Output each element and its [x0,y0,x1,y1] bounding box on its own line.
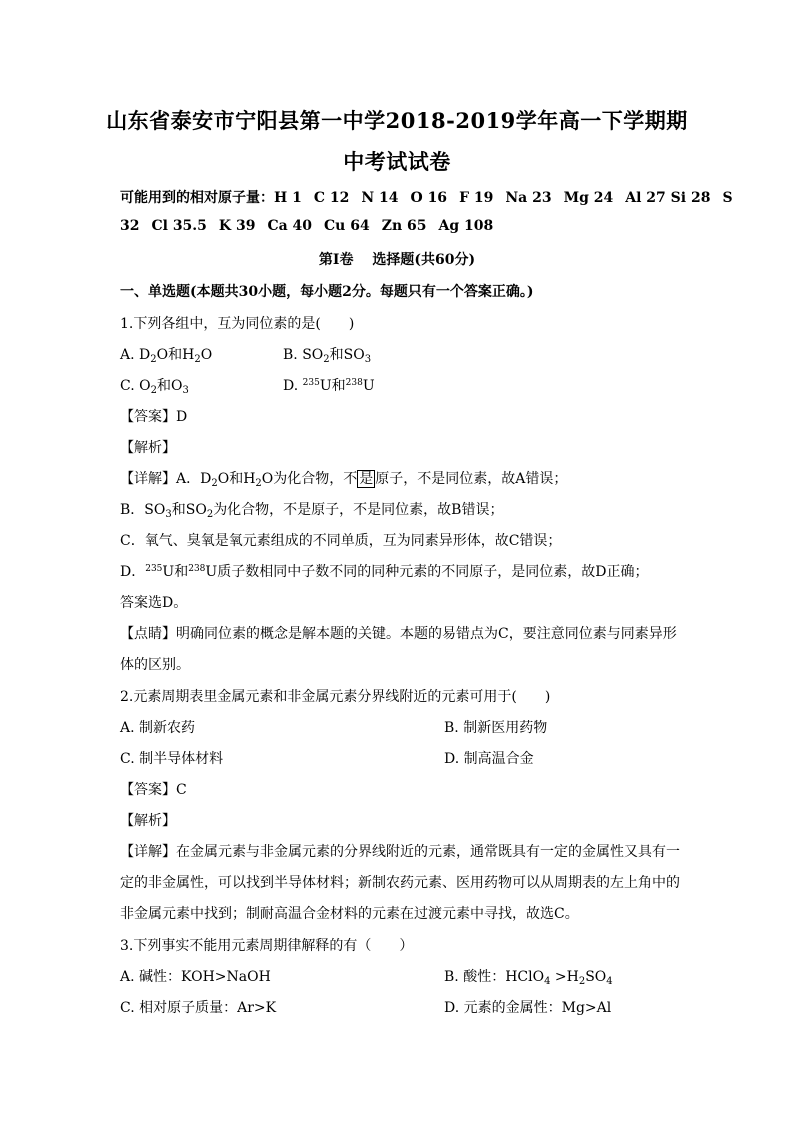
section-title: 第Ⅰ卷 选择题(共60分) [318,252,476,268]
mass-item: Zn 65 [381,218,427,234]
question-1-tip-line-2: 体的区别。 [120,657,190,673]
mass-item: C 12 [313,190,350,206]
question-2-option-d: D. 制高温合金 [444,751,534,767]
question-1-detail-d: D．$^{235}$U和$^{238}$U质子数相同中子数不同的同种元素的不同原子，是同位素，故D正确； [120,564,649,580]
option-c: C. $O_2$和$O_3$ [120,378,189,396]
question-1-stem: 1.下列各组中，互为同位素的是( ) [120,316,355,332]
mass-item: S [722,190,733,206]
mass-item: Mg 24 [563,190,614,206]
option-b: B. $SO_2$和$SO_3$ [283,347,372,365]
question-2-option-b: B. 制新医用药物 [444,720,548,736]
question-2-analysis-label: 【解析】 [120,813,176,829]
page-title-line-2: 中考试试卷 [343,149,451,174]
mass-item: H 1 [274,190,302,206]
atomic-masses-row-1 [120,187,745,207]
question-2-option-c: C. 制半导体材料 [120,751,224,767]
mass-item: Ca 40 [267,218,313,234]
page-title-line-1: 山东省泰安市宁阳县第一中学2018-2019学年高一下学期期 [106,108,688,133]
question-2-detail-line-2: 定的非金属性，可以找到半导体材料；新制农药元素、医用药物可以从周期表的左上角中的 [120,875,680,891]
question-2-stem: 2.元素周期表里金属元素和非金属元素分界线附近的元素可用于( ) [120,689,551,705]
mass-item: N 14 [361,190,399,206]
mass-item: Na 23 [505,190,552,206]
question-1-tip-line-1: 【点睛】明确同位素的概念是解本题的关键。本题的易错点为C，要注意同位素与同素异形 [120,626,677,642]
question-1-detail-c: C．氧气、臭氧是氧元素组成的不同单质，互为同素异形体，故C错误； [120,533,562,549]
question-3-option-c: C. 相对原子质量：Ar>K [120,1000,277,1016]
mass-item: Al 27 Si 28 [625,190,711,206]
mass-item: O 16 [410,190,448,206]
mass-item: Cl 35.5 [151,218,207,234]
highlighted-char: 是 [359,471,374,487]
part-heading: 一、单选题(本题共30小题，每小题2分。每题只有一个答案正确。) [120,284,534,300]
mass-item: K 39 [218,218,256,234]
option-d: D. $^{235}$U和$^{238}$U [283,378,375,394]
mass-item: Cu 64 [324,218,370,234]
mass-item: F 19 [459,190,494,206]
question-3-option-a: A. 碱性：KOH>NaOH [120,969,271,985]
question-1-options-row-2 [120,375,680,396]
question-1-options-row-1 [120,344,680,365]
atomic-masses-label: 可能用到的相对原子量： [120,190,274,206]
question-2-detail-line-1: 【详解】在金属元素与非金属元素的分界线附近的元素，通常既具有一定的金属性又具有一 [120,844,680,860]
question-1-answer: 【答案】D [120,409,188,425]
question-3-stem: 3.下列事实不能用元素周期律解释的有（ ） [120,938,414,954]
question-1-detail-b: B．$SO_3$和$SO_2$为化合物，不是原子，不是同位素，故B错误； [120,502,504,520]
question-1-detail-a: 【详解】A．$D_2O$和$H_2O$为化合物，不 是 原子，不是同位素，故A错误； [120,471,568,489]
question-1-analysis-label: 【解析】 [120,440,176,456]
atomic-masses-row-2 [120,218,505,234]
question-2-answer: 【答案】C [120,782,187,798]
option-a: A. $D_2O$和$H_2O$ [120,347,213,365]
question-2-option-a: A. 制新农药 [120,720,196,736]
question-3-option-d: D. 元素的金属性：Mg>Al [444,1000,612,1016]
question-2-detail-line-3: 非金属元素中找到；制耐高温合金材料的元素在过渡元素中寻找，故选C。 [120,906,579,922]
question-3-option-b: B. 酸性：HClO$_4$ $>H_2SO_4$ [444,969,613,987]
mass-item: Ag 108 [438,218,494,234]
question-1-conclusion: 答案选D。 [120,595,188,611]
mass-item: 32 [120,218,140,234]
